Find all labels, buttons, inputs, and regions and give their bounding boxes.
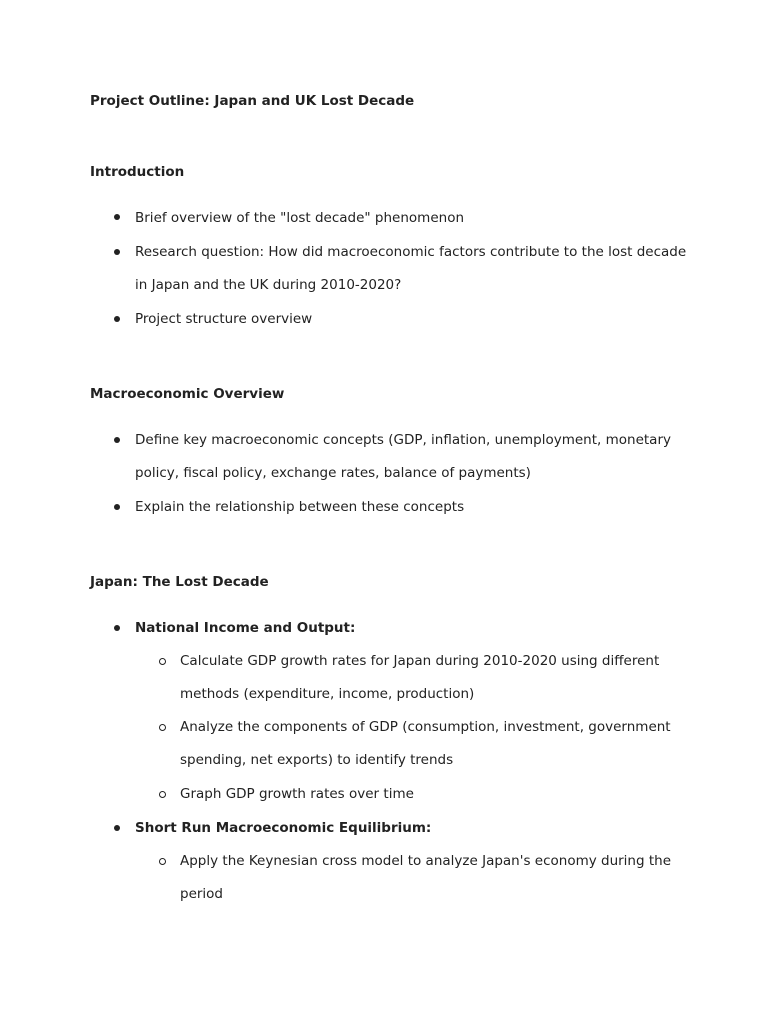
- list-item: Research question: How did macroeconomic factors contribute to the lost decade: [135, 244, 687, 260]
- bullet-icon: [114, 316, 120, 322]
- list-item-continuation: in Japan and the UK during 2010-2020?: [135, 277, 402, 293]
- list-item: Explain the relationship between these concepts: [135, 499, 465, 515]
- subheading-national-income: National Income and Output:: [135, 620, 356, 636]
- circle-bullet-icon: [159, 858, 166, 865]
- list-item: Calculate GDP growth rates for Japan during 2010-2020 using different: [180, 653, 660, 669]
- circle-bullet-icon: [159, 724, 166, 731]
- bullet-icon: [114, 437, 120, 443]
- bullet-icon: [114, 504, 120, 510]
- bullet-icon: [114, 625, 120, 631]
- section-heading-introduction: Introduction: [90, 164, 185, 180]
- circle-bullet-icon: [159, 658, 166, 665]
- list-item-continuation: methods (expenditure, income, production): [180, 686, 475, 702]
- list-item-continuation: period: [180, 886, 224, 902]
- section-heading-macro-overview: Macroeconomic Overview: [90, 386, 285, 402]
- list-item-continuation: spending, net exports) to identify trends: [180, 752, 454, 768]
- bullet-icon: [114, 249, 120, 255]
- document-title: Project Outline: Japan and UK Lost Decade: [90, 93, 415, 109]
- section-heading-japan: Japan: The Lost Decade: [90, 574, 269, 590]
- list-item: Project structure overview: [135, 311, 313, 327]
- subheading-short-run: Short Run Macroeconomic Equilibrium:: [135, 820, 432, 836]
- list-item-continuation: policy, fiscal policy, exchange rates, balance of payments): [135, 465, 531, 481]
- circle-bullet-icon: [159, 791, 166, 798]
- bullet-icon: [114, 214, 120, 220]
- list-item: Graph GDP growth rates over time: [180, 786, 414, 802]
- list-item: Define key macroeconomic concepts (GDP, inflation, unemployment, monetary: [135, 432, 671, 448]
- bullet-icon: [114, 825, 120, 831]
- list-item: Apply the Keynesian cross model to analyze Japan's economy during the: [180, 853, 672, 869]
- list-item: Brief overview of the "lost decade" phenomenon: [135, 210, 465, 226]
- list-item: Analyze the components of GDP (consumption, investment, government: [180, 719, 671, 735]
